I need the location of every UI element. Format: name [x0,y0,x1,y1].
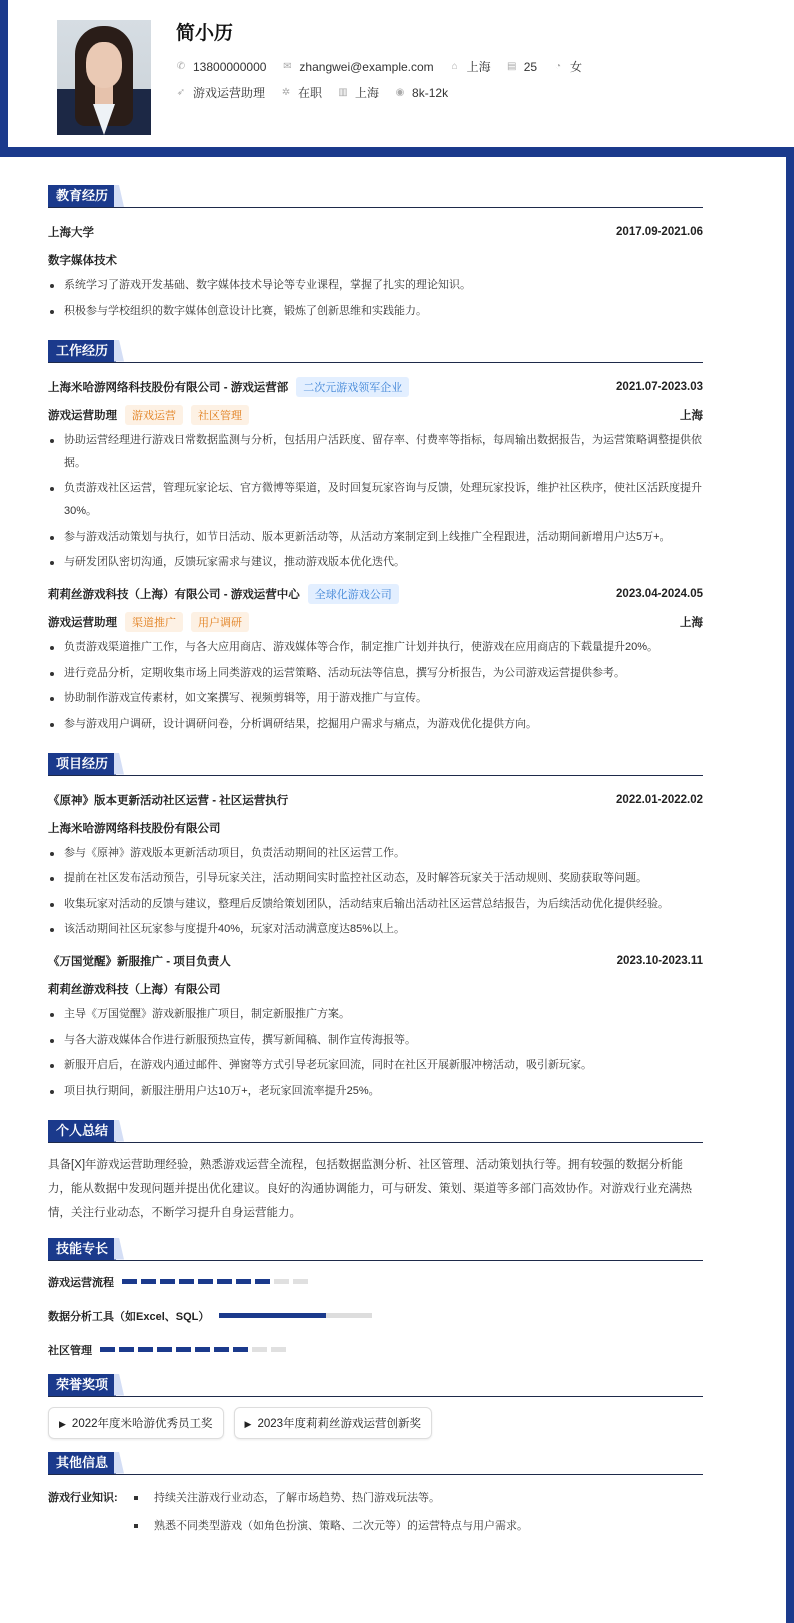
skill-level [122,1279,308,1284]
skill-name: 数据分析工具（如Excel、SQL） [48,1310,210,1323]
list-item: 持续关注游戏行业动态，了解市场趋势、热门游戏玩法等。 [132,1485,528,1511]
award-item: ▶ 2023年度莉莉丝游戏运营创新奖 [234,1407,433,1439]
work-location: 上海 [680,409,703,422]
work-header [48,580,703,608]
project-org-row [48,814,703,842]
job-intent-row [176,84,460,101]
phone-icon: ✆ [176,61,186,72]
section-title: 项目经历 [48,753,116,775]
company-badge: 全球化游戏公司 [308,584,399,604]
skill-dot [160,1279,175,1284]
skill-dot [233,1347,248,1352]
skill-dot [271,1347,286,1352]
job-title: 游戏运营助理 [193,86,266,100]
phone: 13800000000 [193,59,267,74]
list-item: 参与游戏活动策划与执行，如节日活动、版本更新活动等，从活动方案制定到上线推广全程跟进，活动期间新增用户达5万+。 [48,526,703,549]
major: 数字媒体技术 [48,255,117,267]
skill-dot [100,1347,115,1352]
skill-dot [214,1347,229,1352]
work-bullets [48,636,703,736]
skill-name: 游戏运营流程 [48,1276,114,1289]
work-role-row [48,401,703,429]
list-item: 参与游戏用户调研，设计调研问卷，分析调研结果，挖掘用户需求与痛点，为游戏优化提供方向。 [48,713,703,736]
profile-photo [57,20,151,135]
work-header [48,373,703,401]
skill-tag: 社区管理 [191,405,249,425]
project-header [48,947,703,975]
gender: 女 [570,60,583,74]
project-date: 2023.10-2023.11 [616,955,703,967]
project-title: 《原神》版本更新活动社区运营 - 社区运营执行 [48,794,289,807]
list-item: 协助运营经理进行游戏日常数据监测与分析，包括用户活跃度、留存率、付费率等指标，每周输出数据报告，为运营策略调整提供依据。 [48,429,703,475]
project-date: 2022.01-2022.02 [616,793,703,806]
section-skills [48,1239,703,1261]
list-item: 项目执行期间，新服注册用户达10万+，老玩家回流率提升25%。 [48,1080,703,1103]
work-role-row [48,608,703,636]
job-status: 在职 [298,86,323,100]
skill-dot [252,1347,267,1352]
work-bullets [48,429,703,575]
project-org-row [48,975,703,1003]
company: 上海米哈游网络科技股份有限公司 - 游戏运营部 [48,381,289,394]
section-title: 个人总结 [48,1120,116,1142]
section-title: 工作经历 [48,340,116,362]
resume-body [0,157,786,1623]
salary: 8k-12k [412,85,449,100]
project-org: 上海米哈游网络科技股份有限公司 [48,822,221,835]
work-title-group [48,377,409,397]
list-item: 系统学习了游戏开发基础、数字媒体技术导论等专业课程，掌握了扎实的理论知识。 [48,274,703,297]
school: 上海大学 [48,227,94,239]
skill-dot [157,1347,172,1352]
company: 莉莉丝游戏科技（上海）有限公司 - 游戏运营中心 [48,589,300,601]
list-item: 负责游戏社区运营，管理玩家论坛、官方微博等渠道，及时回复玩家咨询与反馈，处理玩家投诉，维护社区秩序，使社区活跃度提升30%。 [48,477,703,523]
skill-dot [293,1279,308,1284]
company-badge: 二次元游戏领军企业 [296,377,409,397]
skill-name: 社区管理 [48,1344,92,1357]
list-item: 收集玩家对活动的反馈与建议，整理后反馈给策划团队，活动结束后输出活动社区运营总结报告，为后续活动优化提供经验。 [48,893,703,916]
skill-dot [176,1347,191,1352]
skill-dot [198,1279,213,1284]
work-date: 2021.07-2023.03 [616,380,703,393]
section-education [48,186,703,208]
summary-text: 具备[X]年游戏运营助理经验，熟悉游戏运营全流程，包括数据监测分析、社区管理、活动策划执行等。拥有较强的数据分析能力，能从数据中发现问题并提出优化建议。良好的沟通协调能力，可与研发、策划、渠道等多部门高效协作。对游戏行业充满热情，关注行业动态，不断学习提升自身运营能力。 [48,1158,692,1219]
section-projects [48,754,703,776]
list-item: 提前在社区发布活动预告，引导玩家关注，活动期间实时监控社区动态，及时解答玩家关于活动规则、奖励获取等问题。 [48,867,703,890]
section-title: 技能专长 [48,1238,116,1260]
other-label: 游戏行业知识: [48,1491,118,1504]
skill-dot [217,1279,232,1284]
skill-level-bar [219,1313,372,1318]
section-awards [48,1375,703,1397]
list-item: 与研发团队密切沟通，反馈玩家需求与建议，推动游戏版本优化迭代。 [48,551,703,574]
list-item: 负责游戏渠道推广工作，与各大应用商店、游戏媒体等合作，制定推广计划并执行，使游戏在应用商店的下载量提升20%。 [48,636,703,659]
building-icon: ▥ [338,87,348,98]
list-item: 该活动期间社区玩家参与度提升40%，玩家对活动满意度达85%以上。 [48,918,703,941]
section-title: 其他信息 [48,1452,116,1474]
role: 游戏运营助理 [48,409,117,422]
send-icon: ➶ [176,87,186,98]
home-icon: ⌂ [451,61,458,72]
skill-dot [138,1347,153,1352]
city: 上海 [466,60,491,74]
age-icon: ▤ [506,61,517,72]
skill-item [48,1305,378,1327]
skill-dot [122,1279,137,1284]
skill-dot [195,1347,210,1352]
role: 游戏运营助理 [48,617,117,629]
section-work [48,341,703,363]
work-location: 上海 [680,617,703,629]
role-group [48,405,249,425]
skill-dot [141,1279,156,1284]
skill-level [100,1347,286,1352]
gender-icon: ◔ [555,61,562,72]
skill-item [48,1271,386,1293]
skill-tag: 渠道推广 [125,612,183,632]
list-item: 与各大游戏媒体合作进行新服预热宣传，撰写新闻稿、制作宣传海报等。 [48,1029,703,1052]
project-bullets [48,1003,703,1103]
skill-item [48,1339,386,1361]
skill-dot [255,1279,270,1284]
section-title: 荣誉奖项 [48,1374,116,1396]
email: zhangwei@example.com [299,59,434,74]
list-item: 主导《万国觉醒》游戏新服推广项目，制定新服推广方案。 [48,1003,703,1026]
salary-icon: ◉ [395,87,405,98]
section-title: 教育经历 [48,185,116,207]
project-title: 《万国觉醒》新服推广 - 项目负责人 [48,956,231,968]
contact-row [176,58,594,75]
status-icon: ✲ [281,87,291,98]
list-item: 进行竞品分析，定期收集市场上同类游戏的运营策略、活动玩法等信息，撰写分析报告，为公司游戏运营提供参考。 [48,662,703,685]
list-item: 新服开启后，在游戏内通过邮件、弹窗等方式引导老玩家回流，同时在社区开展新服冲榜活动，吸引新玩家。 [48,1054,703,1077]
skill-dot [119,1347,134,1352]
project-org: 莉莉丝游戏科技（上海）有限公司 [48,984,221,996]
section-other [48,1453,703,1475]
project-header [48,786,703,814]
skill-dot [236,1279,251,1284]
skill-dot [179,1279,194,1284]
mail-icon: ✉ [283,61,292,72]
work-date: 2023.04-2024.05 [616,588,703,600]
age: 25 [523,59,538,74]
target-city: 上海 [355,86,380,100]
section-summary [48,1121,703,1143]
skill-tag: 用户调研 [191,612,249,632]
list-item: 参与《原神》游戏版本更新活动项目，负责活动期间的社区运营工作。 [48,842,703,865]
skill-tag: 游戏运营 [125,405,183,425]
role-group [48,612,249,632]
list-item: 熟悉不同类型游戏（如角色扮演、策略、二次元等）的运营特点与用户需求。 [132,1513,528,1539]
edu-date: 2017.09-2021.06 [616,226,703,238]
list-item: 协助制作游戏宣传素材，如文案撰写、视频剪辑等，用于游戏推广与宣传。 [48,687,703,710]
work-title-group [48,584,399,604]
project-bullets [48,842,703,942]
candidate-name: 简小历 [176,23,234,44]
skill-dot [274,1279,289,1284]
list-item: 积极参与学校组织的数字媒体创意设计比赛，锻炼了创新思维和实践能力。 [48,300,703,323]
award-item: ▶ 2022年度米哈游优秀员工奖 [48,1407,224,1439]
resume-header [8,0,794,147]
